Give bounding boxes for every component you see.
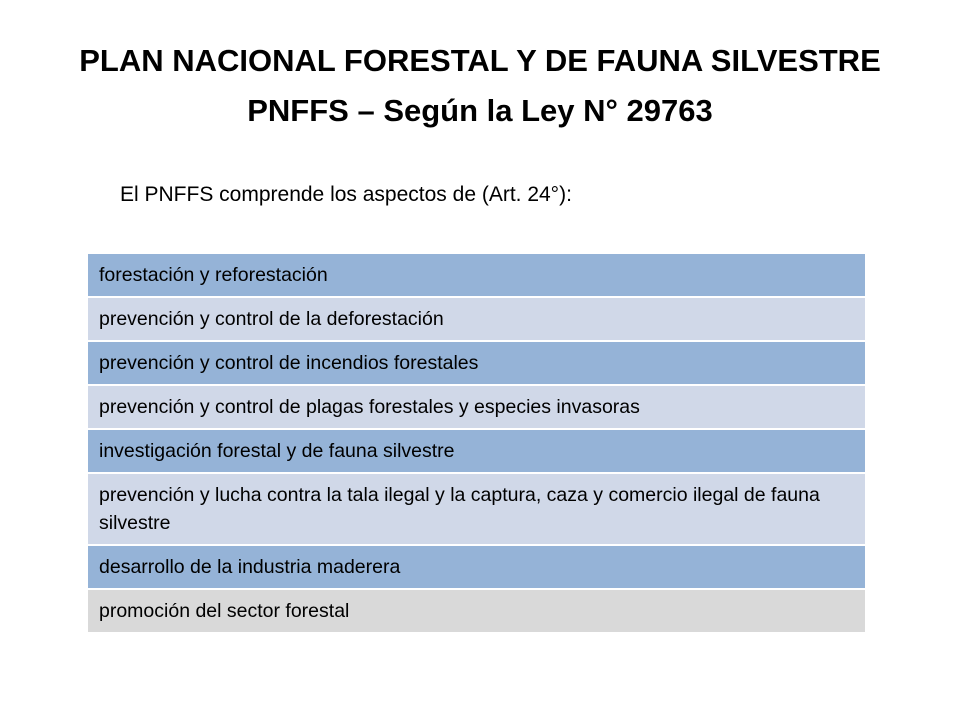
slide-title [0, 36, 960, 136]
intro-text: El PNFFS comprende los aspectos de (Art. 24°): [120, 183, 572, 206]
aspects-table [88, 254, 865, 632]
table-row [88, 341, 865, 385]
table-row [88, 429, 865, 473]
table-row [88, 589, 865, 632]
table-row [88, 254, 865, 297]
aspect-cell: prevención y control de incendios forestales [88, 341, 865, 385]
aspect-cell: investigación forestal y de fauna silvestre [88, 429, 865, 473]
table-row [88, 545, 865, 589]
aspect-cell: prevención y control de plagas forestales y especies invasoras [88, 385, 865, 429]
table-row [88, 473, 865, 545]
table-row [88, 385, 865, 429]
aspect-cell: promoción del sector forestal [88, 589, 865, 632]
aspect-cell: prevención y lucha contra la tala ilegal y la captura, caza y comercio ilegal de fauna silvestre [88, 473, 865, 545]
title-line-2: PNFFS – Según la Ley N° 29763 [247, 93, 713, 128]
aspect-cell: prevención y control de la deforestación [88, 297, 865, 341]
aspect-cell: desarrollo de la industria maderera [88, 545, 865, 589]
table-row [88, 297, 865, 341]
title-line-1: PLAN NACIONAL FORESTAL Y DE FAUNA SILVESTRE [79, 43, 881, 78]
aspect-cell: forestación y reforestación [88, 254, 865, 297]
